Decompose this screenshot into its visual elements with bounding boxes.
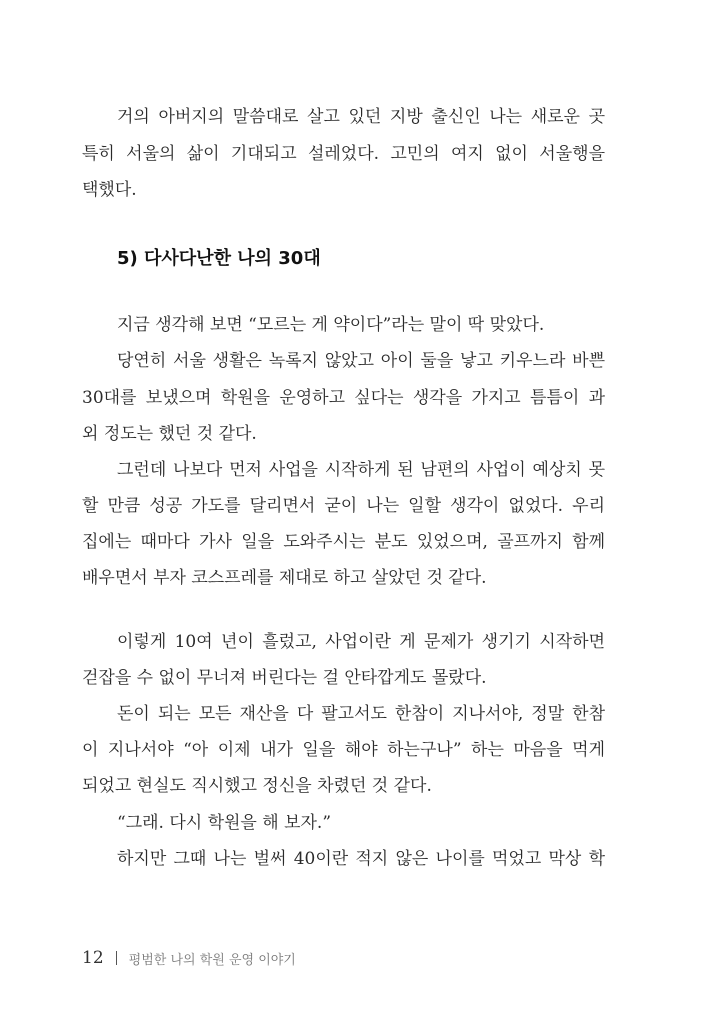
text-line: 외 정도는 했던 것 같다. [82, 424, 257, 444]
text-line: 되었고 현실도 직시했고 정신을 차렸던 것 같다. [82, 776, 432, 796]
page-footer [82, 948, 296, 968]
text-line: 택했다. [82, 180, 137, 200]
text-line: 돈이 되는 모든 재산을 다 팔고서도 한참이 지나서야, 정말 한참 [117, 704, 605, 724]
text-line: 이렇게 10여 년이 흘렀고, 사업이란 게 문제가 생기기 시작하면 [117, 632, 605, 652]
text-line: 하지만 그때 나는 벌써 40이란 적지 않은 나이를 먹었고 막상 학 [117, 849, 605, 869]
text-line: 집에는 때마다 가사 일을 도와주시는 분도 있었으며, 골프까지 함께 [82, 532, 605, 552]
text-line: 걷잡을 수 없이 무너져 버린다는 걸 안타깝게도 몰랐다. [82, 668, 487, 688]
text-line: 할 만큼 성공 가도를 달리면서 굳이 나는 일할 생각이 없었다. 우리 [82, 496, 605, 516]
section-heading: 5) 다사다난한 나의 30대 [117, 248, 321, 269]
text-line: 당연히 서울 생활은 녹록지 않았고 아이 둘을 낳고 키우느라 바쁜 [117, 351, 605, 371]
page-number: 12 [82, 948, 104, 968]
text-line: 특히 서울의 삶이 기대되고 설레었다. 고민의 여지 없이 서울행을 [82, 144, 605, 164]
text-line: 지금 생각해 보면 “모르는 게 약이다”라는 말이 딱 맞았다. [117, 315, 545, 335]
text-line: 배우면서 부자 코스프레를 제대로 하고 살았던 것 같다. [82, 568, 487, 588]
book-title: 평범한 나의 학원 운영 이야기 [128, 952, 296, 968]
text-line: 거의 아버지의 말씀대로 살고 있던 지방 출신인 나는 새로운 곳 [117, 107, 605, 127]
text-line: 이 지나서야 “아 이제 내가 일을 해야 하는구나” 하는 마음을 먹게 [82, 740, 605, 760]
text-line: 30대를 보냈으며 학원을 운영하고 싶다는 생각을 가지고 틈틈이 과 [82, 388, 605, 408]
footer-divider [116, 951, 117, 965]
text-line: 그런데 나보다 먼저 사업을 시작하게 된 남편의 사업이 예상치 못 [117, 460, 605, 480]
text-line: “그래. 다시 학원을 해 보자.” [117, 813, 332, 833]
